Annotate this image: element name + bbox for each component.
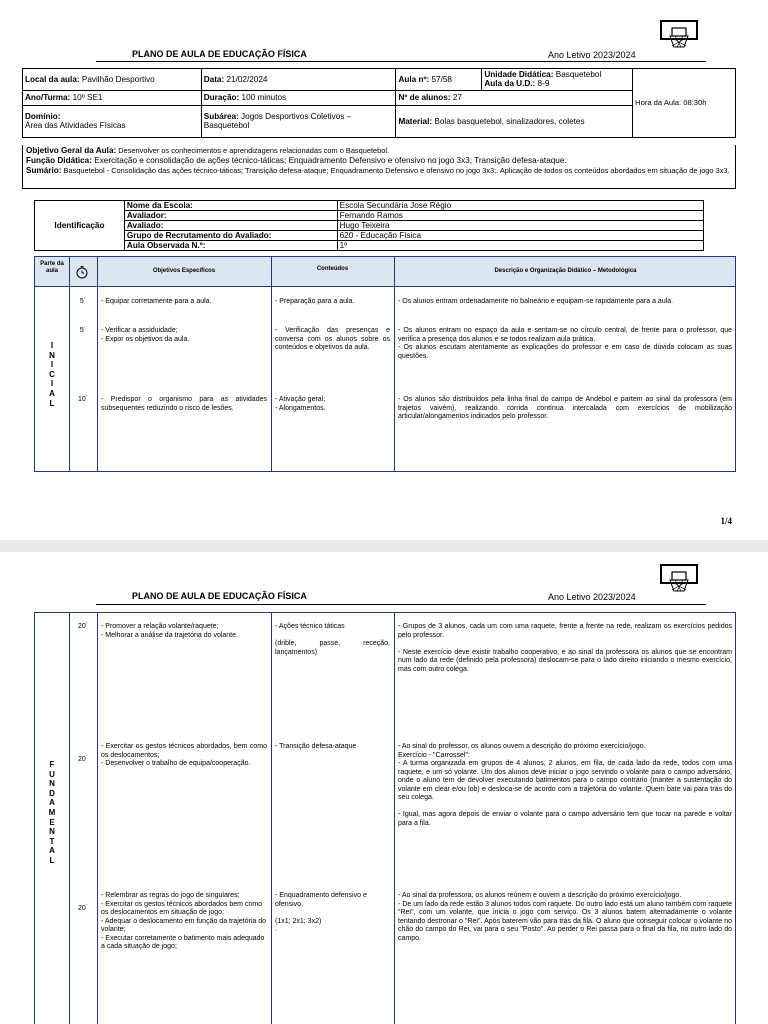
objective-text: - Equipar corretamente para a aula.: [101, 298, 212, 305]
students-cell: Nº de alunos: 27: [396, 90, 633, 105]
duration-cell: Duração: 100 minutos: [201, 90, 396, 105]
header-rule: [96, 61, 706, 62]
page-title: PLANO DE AULA DE EDUCAÇÃO FÍSICA: [132, 591, 307, 601]
content-text: - Ativação geral; - Alongamentos.: [275, 396, 326, 412]
objective-text: - Predispor o organismo para as atividades subsequentes reduzindo o risco de lesões.: [101, 396, 267, 412]
id-label: Grupo de Recrutamento do Avaliado:: [124, 231, 337, 241]
id-value: 620 - Educação Física: [337, 231, 703, 241]
page-title: PLANO DE AULA DE EDUCAÇÃO FÍSICA: [132, 49, 307, 59]
id-value: Escola Secundária Jose Régio: [337, 201, 703, 211]
duration-minutes: 20´: [77, 756, 89, 763]
subarea-cell: Subárea: Jogos Desportivos Coletivos – Basquetebol: [201, 105, 396, 137]
material-cell: Material: Bolas basquetebol, sinalizadores, coletes: [396, 105, 633, 137]
id-label: Avaliador:: [124, 211, 337, 221]
basketball-hoop-icon: [660, 564, 698, 592]
lesson-time-cell: Hora da Aula: 08:30h: [633, 69, 736, 138]
content-text: - Enquadramento defensivo e ofensivo. (1x1; 2x1; 3x2) .: [275, 892, 367, 934]
lesson-info-table: [22, 68, 736, 138]
unit-cell: Unidade Didática: Basquetebol Aula da U.D.: 8-9: [482, 69, 633, 91]
description-text: - Ao sinal da professora, os alunos reúnem e ouvem a descrição do próximo exercício/jogo. - De um lado da rede estão 3 alunos todos com raquete. Do outro lado está um aluno também com raquete "Rei", com um volante, que inicia o jogo com serviço. Os 3 alunos batem alternadamente o volante tentando destronar o "Rei". Após baterem vão para trás da fila. O aluno que conseguir colocar o volante no chão do campo do Rei, vai para o seu "Posto". Ao perder o Rei passa para o final da fila, no outro lado do campo.: [398, 892, 732, 942]
section-label-inicial: I N I C I A L: [49, 341, 55, 408]
duration-minutes: 20´: [77, 905, 89, 912]
date-cell: Data: 21/02/2024: [201, 69, 396, 91]
id-label: Avaliado:: [124, 221, 337, 231]
basketball-hoop-icon: [660, 20, 698, 48]
general-objective: Objetivo Geral da Aula: Desenvolver os conhecimentos e aprendizagens relacionadas com o Basquetebol.: [26, 146, 390, 155]
lesson-plan-table-inicial: [34, 256, 736, 472]
school-year: Ano Letivo 2023/2024: [548, 592, 636, 602]
header-conteudos: Conteúdos: [316, 266, 349, 272]
summary: Sumário: Basquetebol - Consolidação das ações técnico-táticas; Transição defesa-ataque; Enquadramento Defensivo e ofensivo no jogo 3x3;. Aplicação de todos os conteúdos abordados em situação de jogo 3x3.: [26, 165, 730, 175]
header-descricao: Descrição e Organização Didático – Metodológica: [494, 268, 637, 274]
header-rule: [96, 604, 706, 605]
id-label: Nome da Escola:: [124, 201, 337, 211]
local-cell: Local da aula: Pavilhão Desportivo: [23, 69, 202, 91]
description-text: - Ao sinal do professor, os alunos ouvem a descrição do próximo exercício/jogo. Exercício - "Carrossel": - A turma organizada em grupos de 4 alunos, 2 alunos, em fila, de cada lado da rede, todos com uma raquete, e um só volante. Um dos alunos deve iniciar o jogo servindo o volante para o campo adversário, onde o aluno tem de devolver executando batimentos para o campo contrário (manter a sustentação do volante em clear e/ou lob) e desloca-se de acordo com a trajetória do volante. Quem bate vai para trás do seu colega. - Igual, mas agora depois de enviar o volante para o campo adversário tem que tocar na parede e voltar para a fila.: [398, 743, 732, 827]
objective-text: - Exercitar os gestos técnicos abordados, bem como os deslocamentos; - Desenvolver o trabalho de equipa/cooperação.: [101, 743, 267, 768]
objective-text: - Relembrar as regras do jogo de singulares; - Exercitar os gestos técnicos abordados bem como os deslocamentos em situação de jogo; - Adequar o deslocamento em função da trajetória do volante; - Executar corretamente o batimento mais adequado a cada situação de jogo;: [101, 892, 266, 951]
domain-cell: Domínio: Área das Atividades Físicas: [23, 105, 202, 137]
id-value: Hugo Teixeira: [337, 221, 703, 231]
class-cell: Ano/Turma: 10º SE1: [23, 90, 202, 105]
stopwatch-icon: [75, 265, 89, 279]
lesson-number-cell: Aula nº: 57/58: [396, 69, 482, 91]
header-parte: Parte da aula: [40, 261, 64, 274]
description-text: - Os alunos entram no espaço da aula e sentam-se no círculo central, de frente para o professor, que verifica a presença dos alunos e se todos realizam aula prática. - Os alunos escutam atentamente as explicações do professor e em caso de dúvida colocam as suas questões.: [398, 327, 732, 360]
id-value: Fernando Ramos: [337, 211, 703, 221]
duration-minutes: 10´: [77, 396, 89, 403]
content-text: - Verificação das presenças e conversa com os alunos sobre os conteúdos e objetivos da aula.: [275, 327, 390, 352]
content-text: - Ações técnico táticas (drible, passe, receção, lançamentos): [275, 623, 390, 656]
lesson-plan-table-fundamental: [34, 612, 736, 1024]
id-value: 1º: [337, 241, 703, 251]
identification-label: Identificação: [35, 201, 125, 251]
duration-minutes: 5´: [79, 298, 87, 305]
duration-minutes: 5´: [79, 327, 87, 334]
didactic-function: Função Didática: Exercitação e consolidação de ações técnico-táticas; Enquadramento Defensivo e ofensivo no jogo 3x3; Transição defesa-ataque.: [26, 155, 567, 165]
content-text: - Preparação para a aula.: [275, 298, 355, 305]
description-text: - Os alunos são distribuídos pela linha final do campo de Andebol e partem ao sinal da professora (em trajetos vaivém), realizando corrida contínua intercalada com exercícios de mobilização articular/alongamentos indicados pelo professor.: [398, 396, 732, 421]
objective-text: - Verificar a assiduidade; - Expor os objetivos da aula.: [101, 327, 190, 343]
page-number: 1/4: [720, 516, 732, 526]
objective-text: - Promover a relação volante/raquete; - Melhorar a análise da trajetória do volante.: [101, 623, 238, 639]
objectives-block: [22, 145, 736, 189]
content-text: - Transição defesa-ataque: [275, 743, 357, 750]
identification-table: [34, 200, 704, 251]
description-text: - Grupos de 3 alunos, cada um com uma raquete, frente a frente na rede, realizam os exercícios pedidos pelo professor. - Neste exercício deve existir trabalho cooperativo, e ao sinal da professora os alunos que se encontram num lado da rede (definido pela professora) deslocam-se para o lado direito iniciando o mesmo exercício, mas com outro colega.: [398, 623, 732, 673]
id-label: Aula Observada N.º:: [124, 241, 337, 251]
description-text: - Os alunos entram ordenadamente no balneário e equipam-se rapidamente para a aula.: [398, 298, 674, 305]
duration-minutes: 20´: [77, 623, 89, 630]
school-year: Ano Letivo 2023/2024: [548, 50, 636, 60]
header-objetivos: Objetivos Específicos: [152, 268, 216, 274]
section-label-fundamental: F U N D A M E N T A L: [48, 760, 56, 865]
page-2: [0, 552, 768, 1024]
